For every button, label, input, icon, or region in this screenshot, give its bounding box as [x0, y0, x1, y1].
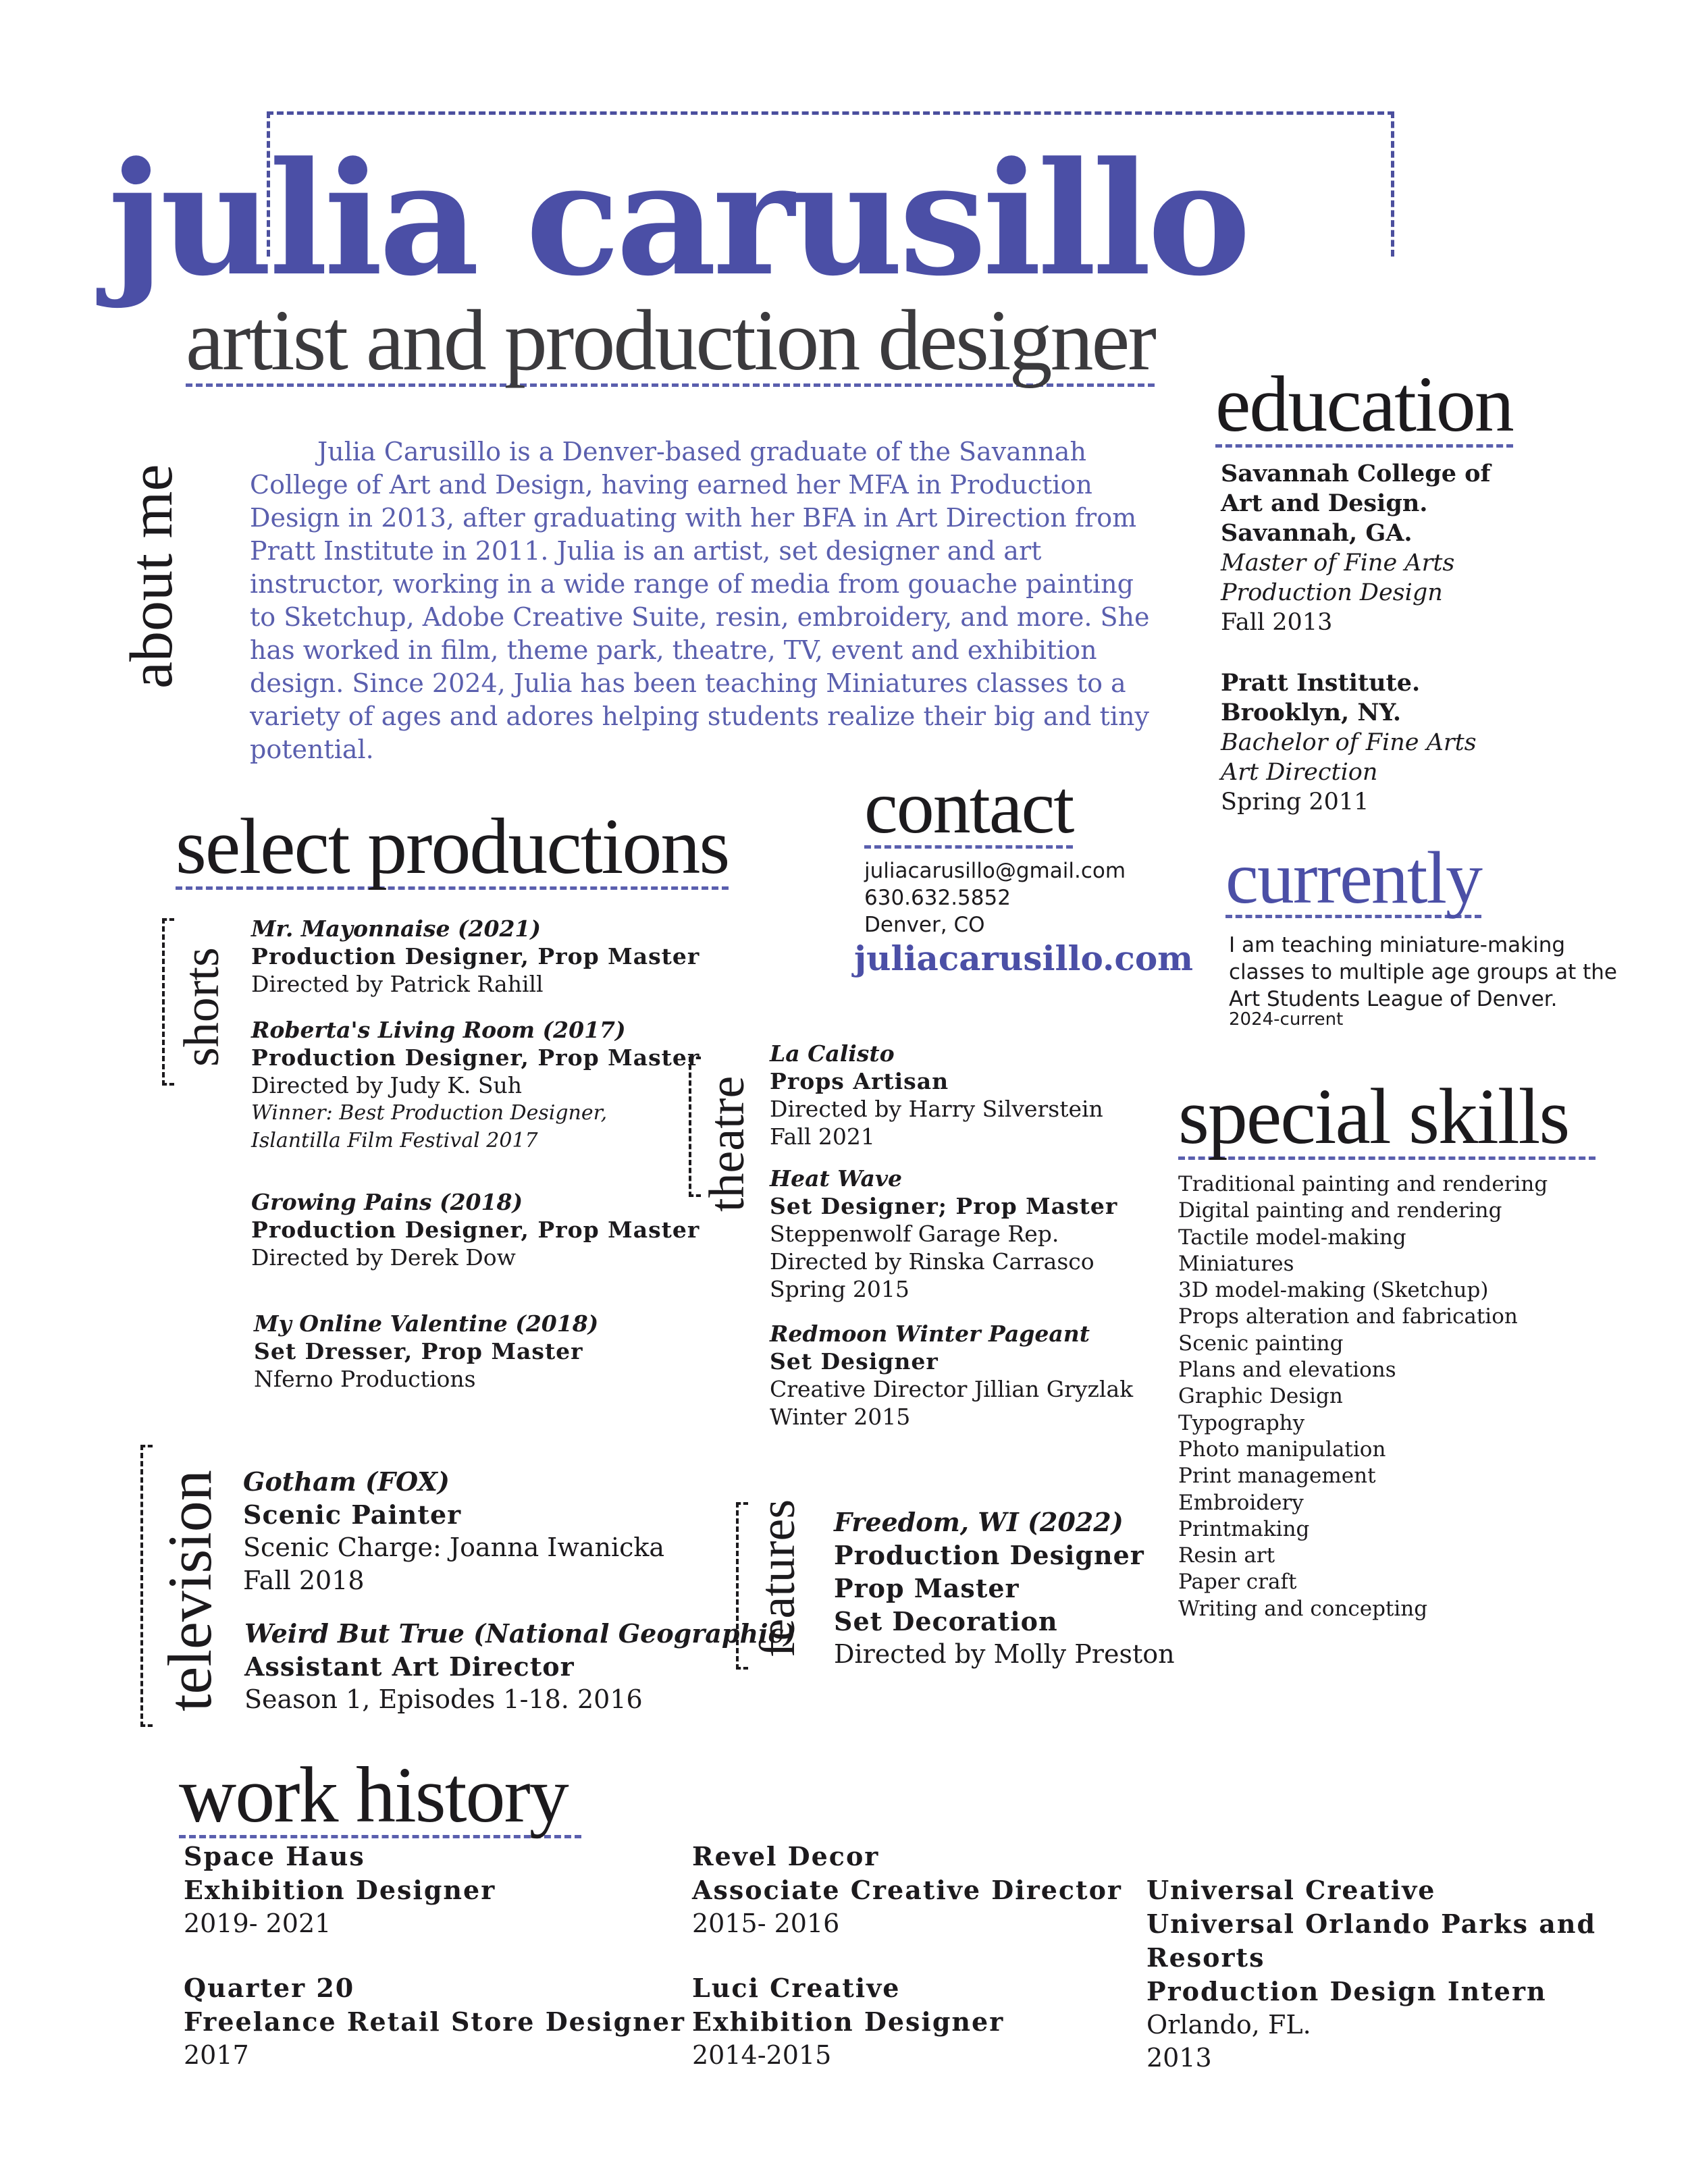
degree: Bachelor of Fine Arts — [1221, 729, 1477, 756]
production-detail: Directed by Judy K. Suh — [251, 1072, 522, 1098]
production-entry — [834, 1506, 1175, 1671]
degree: Master of Fine Arts — [1221, 550, 1455, 577]
production-detail: Season 1, Episodes 1-18. 2016 — [244, 1684, 643, 1714]
production-role: Set Decoration — [834, 1606, 1058, 1636]
production-title: Freedom, WI (2022) — [834, 1507, 1124, 1537]
school-name-2: Art and Design. — [1221, 489, 1428, 517]
production-title: My Online Valentine (2018) — [254, 1310, 599, 1337]
skill-item: Traditional painting and rendering — [1178, 1172, 1548, 1196]
website-link[interactable]: juliacarusillo.com — [854, 938, 1194, 978]
production-role: Set Designer — [770, 1348, 939, 1375]
production-detail: Directed by Molly Preston — [834, 1639, 1175, 1669]
skill-item: Graphic Design — [1178, 1384, 1343, 1409]
production-detail: Creative Director Jillian Gryzlak — [770, 1376, 1134, 1402]
skill-item: Embroidery — [1178, 1490, 1304, 1515]
work-company: Space Haus — [184, 1841, 365, 1871]
skills-list — [1178, 1171, 1548, 1622]
work-date: 2015- 2016 — [692, 1909, 840, 1938]
education-entry — [1221, 668, 1477, 817]
production-detail: Directed by Rinska Carrasco — [770, 1248, 1094, 1275]
production-entry — [770, 1320, 1133, 1431]
work-role: Production Design Intern — [1146, 1976, 1547, 2006]
production-title: Growing Pains (2018) — [251, 1189, 523, 1215]
production-role: Prop Master — [834, 1573, 1020, 1603]
production-role: Production Designer, Prop Master — [251, 943, 700, 969]
production-title: Redmoon Winter Pageant — [770, 1321, 1090, 1347]
degree-date: Fall 2013 — [1221, 609, 1333, 636]
work-entry — [1146, 1873, 1596, 2075]
production-detail: Directed by Harry Silverstein — [770, 1096, 1103, 1122]
skill-item: Digital painting and rendering — [1178, 1198, 1502, 1223]
currently-date: 2024-current — [1229, 1009, 1344, 1030]
production-note: Winner: Best Production Designer, — [251, 1101, 608, 1125]
work-role: Freelance Retail Store Designer — [184, 2006, 686, 2037]
contact-city: Denver, CO — [864, 913, 985, 937]
currently-text: I am teaching miniature-making classes to multiple age groups at the Art Students League of Denver. — [1229, 933, 1617, 1011]
work-date: 2019- 2021 — [184, 1909, 332, 1938]
production-role: Production Designer, Prop Master — [251, 1217, 700, 1243]
features-bracket — [736, 1502, 748, 1670]
work-company: Revel Decor — [692, 1841, 880, 1871]
production-role: Set Dresser, Prop Master — [254, 1338, 583, 1364]
resume-name: julia carusillo — [108, 128, 1247, 311]
contact-title: contact — [864, 766, 1074, 849]
production-entry — [254, 1310, 598, 1393]
production-role: Scenic Painter — [243, 1499, 462, 1530]
productions-title: select productions — [176, 802, 729, 890]
shorts-bracket — [162, 918, 174, 1086]
production-detail: Nferno Productions — [254, 1366, 476, 1392]
education-title: education — [1215, 360, 1513, 448]
skill-item: Miniatures — [1178, 1251, 1294, 1276]
work-entry — [692, 1840, 1122, 1940]
skill-item: Writing and concepting — [1178, 1596, 1428, 1621]
work-company: Luci Creative — [692, 1973, 901, 2003]
skill-item: Tactile model-making — [1178, 1225, 1406, 1250]
production-date: Winter 2015 — [770, 1404, 911, 1430]
contact-phone[interactable]: 630.632.5852 — [864, 886, 1011, 910]
degree-field: Production Design — [1221, 579, 1443, 606]
production-note: Islantilla Film Festival 2017 — [251, 1129, 538, 1152]
school-location: Brooklyn, NY. — [1221, 699, 1402, 726]
production-date: Spring 2015 — [770, 1276, 909, 1302]
production-role: Production Designer, Prop Master — [251, 1044, 700, 1071]
work-role: Associate Creative Director — [692, 1875, 1122, 1905]
work-date: 2013 — [1146, 2043, 1212, 2073]
about-label: about me — [118, 464, 185, 689]
production-entry — [770, 1040, 1103, 1150]
skill-item: Print management — [1178, 1464, 1376, 1489]
production-role: Production Designer — [834, 1540, 1144, 1570]
production-date: Fall 2021 — [770, 1123, 875, 1150]
television-bracket — [140, 1445, 153, 1727]
work-date: 2014-2015 — [692, 2040, 832, 2070]
production-title: Mr. Mayonnaise (2021) — [251, 915, 541, 942]
production-detail: Directed by Derek Dow — [251, 1244, 516, 1271]
work-entry — [692, 1971, 1004, 2072]
skill-item: Plans and elevations — [1178, 1358, 1396, 1383]
theatre-label: theatre — [700, 1075, 755, 1212]
work-location: Orlando, FL. — [1146, 2010, 1311, 2040]
skill-item: Resin art — [1178, 1543, 1275, 1568]
work-date: 2017 — [184, 2040, 249, 2070]
work-role: Exhibition Designer — [184, 1875, 496, 1905]
production-detail: Scenic Charge: Joanna Iwanicka — [243, 1533, 665, 1562]
shorts-label: shorts — [174, 947, 230, 1067]
production-role: Set Designer; Prop Master — [770, 1193, 1118, 1219]
work-role: Exhibition Designer — [692, 2006, 1005, 2037]
currently-title: currently — [1225, 836, 1482, 919]
production-title: Roberta's Living Room (2017) — [251, 1017, 626, 1043]
school-name: Pratt Institute. — [1221, 669, 1421, 697]
about-text: Julia Carusillo is a Denver-based graduate of the Savannah College of Art and Design, having earned her MFA in Production Design in 2013, after graduating with her BFA in Art Direction from Pratt Institute in 2011. Julia is an artist, set designer and art instructor, working in a wide range of media from gouache painting to Sketchup, Adobe Creative Suite, resin, embroidery, and more. She has worked in film, theme park, theatre, TV, event and exhibition design. Since 2024, Julia has been teaching Miniatures classes to a variety of ages and adores helping students realize their big and tiny potential. — [250, 437, 1150, 764]
school-location: Savannah, GA. — [1221, 519, 1413, 547]
production-detail: Directed by Patrick Rahill — [251, 971, 544, 997]
education-entry — [1221, 459, 1491, 637]
contact-email[interactable]: juliacarusillo@gmail.com — [864, 859, 1126, 883]
work-company: Universal Creative — [1146, 1875, 1436, 1905]
production-entry — [770, 1165, 1117, 1303]
skill-item: Paper craft — [1178, 1570, 1297, 1595]
production-title: Heat Wave — [770, 1165, 903, 1192]
production-date: Fall 2018 — [243, 1566, 365, 1595]
degree-field: Art Direction — [1221, 759, 1378, 786]
skill-item: Printmaking — [1178, 1516, 1310, 1541]
production-title: La Calisto — [770, 1040, 895, 1067]
skill-item: Props alteration and fabrication — [1178, 1304, 1518, 1329]
production-entry — [243, 1465, 664, 1597]
school-name: Savannah College of — [1221, 460, 1491, 487]
work-role: Resorts — [1146, 1942, 1265, 1973]
contact-info — [864, 857, 1126, 938]
production-entry — [251, 1016, 700, 1154]
skill-item: 3D model-making (Sketchup) — [1178, 1278, 1489, 1303]
work-entry — [184, 1840, 496, 1940]
production-entry — [251, 1188, 700, 1271]
television-label: television — [155, 1470, 224, 1711]
skill-item: Scenic painting — [1178, 1331, 1344, 1356]
production-entry — [251, 915, 700, 998]
skill-item: Photo manipulation — [1178, 1437, 1386, 1462]
production-role: Props Artisan — [770, 1068, 949, 1094]
work-entry — [184, 1971, 685, 2072]
work-company: Quarter 20 — [184, 1973, 355, 2003]
skills-title: special skills — [1178, 1077, 1595, 1160]
production-title: Weird But True (National Geographic) — [244, 1618, 796, 1649]
work-history-title: work history — [179, 1755, 581, 1838]
degree-date: Spring 2011 — [1221, 789, 1369, 816]
production-entry — [244, 1617, 796, 1716]
production-detail: Steppenwolf Garage Rep. — [770, 1221, 1059, 1247]
features-label: features — [750, 1499, 806, 1657]
production-role: Assistant Art Director — [244, 1651, 575, 1682]
skill-item: Typography — [1178, 1410, 1305, 1435]
work-role: Universal Orlando Parks and — [1146, 1909, 1597, 1939]
resume-subtitle: artist and production designer — [186, 292, 1155, 388]
production-title: Gotham (FOX) — [243, 1466, 450, 1497]
